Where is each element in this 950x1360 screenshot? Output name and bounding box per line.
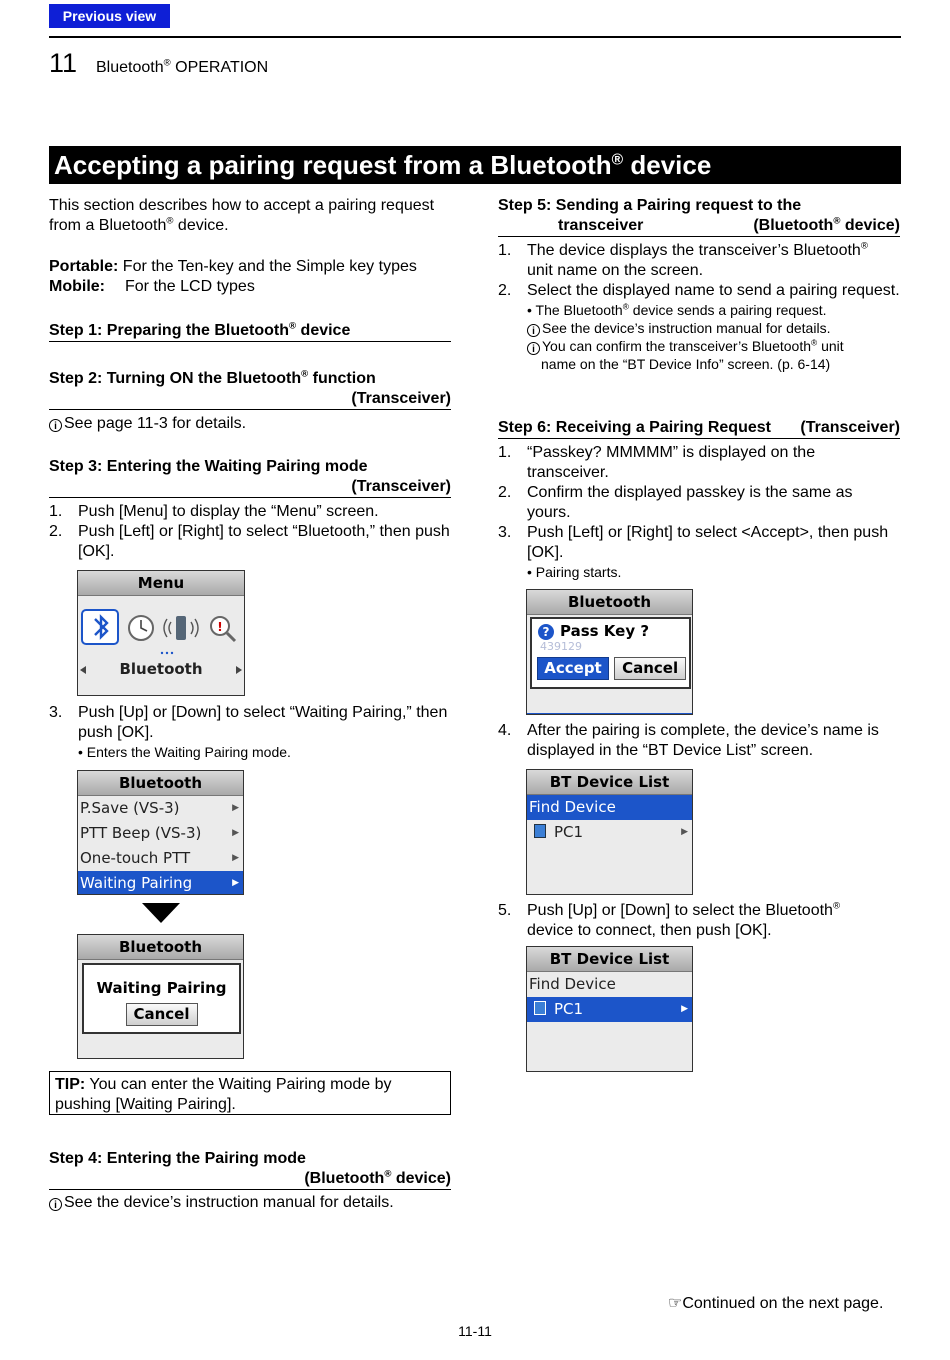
dialog-text: Pass Key ? [560,622,650,640]
screen-title: BT Device List [527,947,692,972]
step1-heading: Step 1: Preparing the Bluetooth® device [49,321,451,342]
passkey-screen [526,589,693,715]
question-icon: ? [538,624,554,640]
dialog-box [530,617,691,689]
device-types: Portable: For the Ten-key and the Simple key types Mobile: For the LCD types [49,258,417,295]
bt-device-list-screen [526,769,693,895]
chevron-right-icon: ▶ [232,853,239,863]
step5-list: 1. The device displays the transceiver’s Bluetooth® unit name on the screen. 2. Select the displayed name to send a pairing request. • The Bluetooth® device sends a pairing request. i See the device’s instruction manual for details. i You can confirm the transceiver’s Bluetooth® unit name on the “BT Device Info” screen. (p. 6-14) [498,240,900,372]
list-item: 4. After the pairing is complete, the device’s name is displayed in the “BT Device List” screen. [498,722,879,759]
cancel-button[interactable]: Cancel [614,657,686,680]
step6-list: 1. “Passkey? MMMMM” is displayed on the transceiver. 2. Confirm the displayed passkey is the same as yours. 3. Push [Left] or [Right] to select <Accept>, then push [OK]. • Pairing starts. [498,443,900,581]
step6-heading: Step 6: Receiving a Pairing Request (Transceiver) [498,418,900,439]
previous-view-button[interactable]: Previous view [49,4,170,28]
info-icon: i [49,419,62,432]
list-item: 1. The device displays the transceiver’s Bluetooth® unit name on the screen. [498,240,868,279]
screen-title: Bluetooth [527,590,692,615]
step6-list-cont [498,721,900,761]
cancel-button[interactable]: Cancel [126,1003,198,1026]
list-item[interactable]: One-touch PTT ▶ [78,846,243,871]
info-icon: i [527,342,540,355]
chapter-title: Bluetooth® OPERATION [96,57,269,76]
menu-icons [78,596,244,696]
find-device-item[interactable]: Find Device [529,975,616,993]
info-icon: i [49,1198,62,1211]
bt-device-list-screen-selected [526,946,693,1072]
section-title: Accepting a pairing request from a Bluetooth® device [49,146,901,184]
step3-list [49,502,451,562]
step5-heading: Step 5: Sending a Pairing request to the transceiver (Bluetooth® device) [498,196,900,237]
step6-item5 [498,901,900,941]
dialog-box [82,963,241,1034]
step3-list-cont: 3. Push [Up] or [Down] to select “Waiting Pairing,” then push [OK]. • Enters the Waiting Pairing mode. [49,703,451,761]
list-item: 5. Push [Up] or [Down] to select the Bluetooth® device to connect, then push [OK]. [498,900,841,939]
waiting-pairing-screen [77,934,244,1059]
chevron-right-icon: ▶ [681,827,688,837]
find-device-item[interactable]: Find Device [527,795,692,820]
device-icon [534,824,546,838]
screen-title: Menu [78,571,244,596]
chevron-right-icon: ▶ [232,828,239,838]
list-item: 2. Select the displayed name to send a pairing request. [498,282,900,299]
device-item[interactable]: PC1 ▶ [527,820,692,845]
down-arrow-icon [142,903,180,923]
passkey-value: 439129 [540,640,582,653]
chevron-right-icon: ▶ [232,878,239,888]
pointing-hand-icon: ☞ [668,1295,683,1312]
list-item: 3. Push [Up] or [Down] to select “Waiting Pairing,” then push [OK]. [49,704,448,741]
list-item[interactable]: PTT Beep (VS-3) ▶ [78,821,243,846]
page-number: 11-11 [458,1323,492,1339]
step4-heading: Step 4: Entering the Pairing mode (Bluetooth® device) [49,1149,451,1190]
info-icon: i [527,324,540,337]
list-item[interactable]: P.Save (VS-3) ▶ [78,796,243,821]
chevron-right-icon [683,713,690,715]
list-item-selected[interactable]: Waiting Pairing ▶ [78,871,243,895]
tip-box: TIP: You can enter the Waiting Pairing mode by pushing [Waiting Pairing]. [49,1071,451,1115]
list-item-selected[interactable] [527,713,693,715]
device-icon [534,1001,546,1015]
dialog-text: Waiting Pairing [96,979,227,997]
list-item: 3. Push [Left] or [Right] to select <Accept>, then push [OK]. [498,524,889,561]
step3-heading: Step 3: Entering the Waiting Pairing mode (Transceiver) [49,457,451,498]
header-rule [49,36,901,38]
bluetooth-menu-screen [77,770,244,895]
screen-title: Bluetooth [78,935,243,960]
screen-title: Bluetooth [78,771,243,796]
chevron-right-icon [234,1058,241,1059]
chevron-right-icon: ▶ [681,1004,688,1014]
device-item[interactable]: PC1 ▶ [527,997,692,1022]
svg-text:!: ! [217,620,223,634]
list-item: 1. “Passkey? MMMMM” is displayed on the transceiver. [498,444,816,481]
list-item: 1. Push [Menu] to display the “Menu” screen. [49,503,379,520]
continued-note: ☞Continued on the next page. [668,1295,884,1312]
screen-title: BT Device List [527,770,692,795]
accept-button[interactable]: Accept [537,657,609,680]
list-item: 2. Push [Left] or [Right] to select “Bluetooth,” then push [OK]. [49,523,450,560]
menu-selection-label: Bluetooth [119,660,203,678]
step2-note: i See page 11-3 for details. [49,414,451,434]
chapter-number: 11 [49,48,78,78]
menu-screen [77,570,245,696]
step4-note: i See the device’s instruction manual for details. [49,1193,451,1213]
list-item-selected[interactable] [78,1058,244,1059]
list-item: 2. Confirm the displayed passkey is the same as yours. [498,484,853,521]
chevron-right-icon: ▶ [232,803,239,813]
step2-heading: Step 2: Turning ON the Bluetooth® function (Transceiver) [49,369,451,410]
intro-text: This section describes how to accept a pairing request from a Bluetooth® device. [49,197,435,234]
